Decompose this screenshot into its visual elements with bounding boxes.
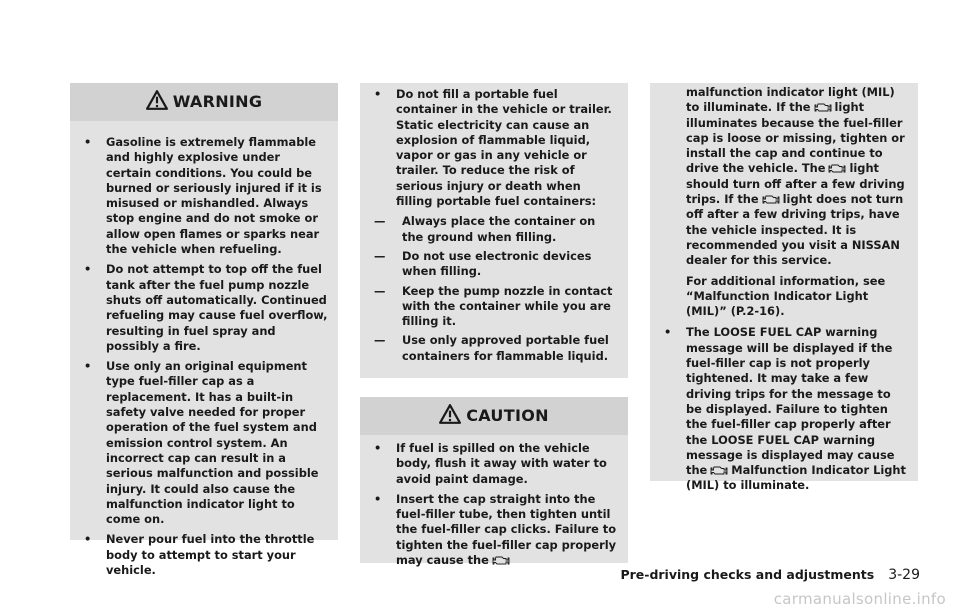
warning-triangle-icon [146,90,168,110]
caution-panel-continued [650,83,918,493]
engine-mil-icon [710,465,728,476]
warning-panel [70,83,338,578]
engine-mil-icon [762,194,780,205]
warning-bullet: • Gasoline is extremely flammable and highly explosive under certain conditions. You could be burned or seriously injured if it is misused or mishandled. Always stop engine and do not smoke or allow open flames or sparks near the vehicle when refueling. [84,135,322,257]
footer-section: Pre-driving checks and adjustments [620,567,875,582]
caution-bullet: • Insert the cap straight into the fuel-filler tube, then tighten until the fuel-filler cap clicks. Failure to tighten the fuel-filler cap properly may cause the [374,491,617,568]
watermark: carmanualsonline.info [773,590,946,608]
caution-bullet: • If fuel is spilled on the vehicle body, flush it away with water to avoid paint damage. [374,441,607,486]
warning-bullet: • Never pour fuel into the throttle body to attempt to start your vehicle. [84,532,315,578]
portable-item: — Use only approved portable fuel containers for flammable liquid. [374,333,609,363]
portable-item: — Do not use electronic devices when filling. [374,248,592,279]
warning-header [70,83,338,121]
warning-title: WARNING [172,92,263,111]
warning-bullet: • Do not attempt to top off the fuel tank after the fuel pump nozzle shuts off automatically. Continued refueling may cause fuel overflow, resulting in fuel spray and possibly a fire. [84,262,328,353]
engine-mil-icon [492,555,510,566]
engine-mil-icon [814,102,832,113]
engine-mil-icon [828,163,846,174]
portable-item: — Always place the container on the ground when filling. [374,214,596,244]
warning-bullet: • Do not fill a portable fuel container in the vehicle or trailer. Static electricity can cause an explosion of flammable liquid, vapor or gas in any vehicle or trailer. To reduce the risk of serious injury or death when filling portable fuel containers: [374,87,612,209]
page-number: 3-29 [888,567,920,583]
caution-panel [360,397,628,568]
page-footer [620,567,920,583]
caution-bullet-continued: malfunction indicator light (MIL) to illuminate. If the light illuminates because the fuel-filler cap is loose or missing, tighten or install the cap and continue to drive the vehicle. The light should turn off after a few driving trips. If the light does not turn off after a few driving trips, have the vehicle inspected. It is recommended you visit a NISSAN dealer for this service. [686,85,905,268]
caution-header [360,397,628,435]
more-info: For additional information, see “Malfunction Indicator Light (MIL)” (P.2-16). [686,273,886,319]
portable-item: — Keep the pump nozzle in contact with the container while you are filling it. [374,283,613,329]
warning-bullet: • Use only an original equipment type fuel-filler cap as a replacement. It has a built-in safety valve needed for proper operation of the fuel system and emission control system. An incorrect cap can result in a serious malfunction and possible injury. It could also cause the malfunction indicator light to come on. [84,359,319,527]
caution-title: CAUTION [466,406,549,425]
caution-triangle-icon [439,404,461,424]
caution-bullet: • The LOOSE FUEL CAP warning message will be displayed if the fuel-filler cap is not properly tightened. It may take a few driving trips for the message to be displayed. Failure to tighten the fuel-filler cap properly after the LOOSE FUEL CAP warning message is displayed may cause the Malfunction Indicator Light (MIL) to illuminate. [664,325,906,493]
warning-panel-continued [360,83,628,378]
